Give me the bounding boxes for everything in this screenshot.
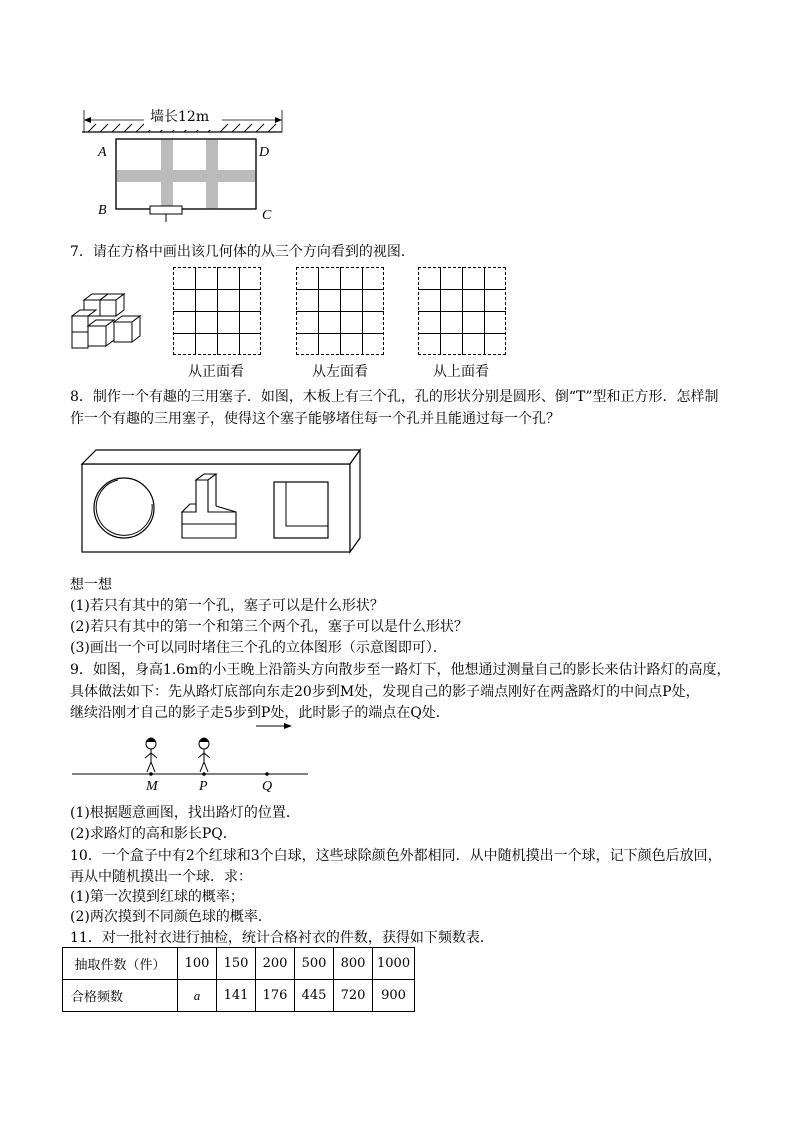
table-cell: 100 <box>178 948 217 980</box>
think-heading: 想一想 <box>70 577 112 593</box>
label-C: C <box>262 208 272 223</box>
top-view-label: 从上面看 <box>433 364 489 380</box>
q10-line1: 10．一个盒子中有2个红球和3个白球，这些球除颜色外都相同．从中随机摸出一个球，记下颜色后放回， <box>70 848 722 864</box>
q9-sub2: (2)求路灯的高和影长PQ． <box>70 826 237 842</box>
table-cell: 900 <box>373 980 415 1012</box>
table-cell: 合格频数 <box>63 980 178 1012</box>
table-cell: 1000 <box>373 948 415 980</box>
person-at-P-icon <box>198 738 210 772</box>
label-M: M <box>146 779 158 794</box>
label-Q: Q <box>262 779 273 794</box>
label-B: B <box>98 203 107 218</box>
label-P: P <box>199 779 208 794</box>
table-cell: 176 <box>256 980 295 1012</box>
table-cell: 720 <box>334 980 373 1012</box>
table-cell: 150 <box>217 948 256 980</box>
q9-line3: 继续沿刚才自己的影子走5步到P处，此时影子的端点在Q处． <box>70 705 450 721</box>
table-row <box>63 948 415 980</box>
table-cell: 200 <box>256 948 295 980</box>
frequency-table <box>62 947 415 1012</box>
cube-solid-figure <box>70 290 150 354</box>
board-with-holes-figure <box>78 446 363 556</box>
table-cell: a <box>178 980 217 1012</box>
table-cell: 141 <box>217 980 256 1012</box>
q10-sub1: (1)第一次摸到红球的概率； <box>70 889 244 905</box>
q9-sub1: (1)根据题意画图，找出路灯的位置． <box>70 805 300 821</box>
q8-sub3: (3)画出一个可以同时堵住三个孔的立体图形（示意图即可）． <box>70 640 447 656</box>
q11-text: 11．对一批衬衣进行抽检，统计合格衬衣的件数，获得如下频数表． <box>70 930 494 946</box>
table-cell: 抽取件数（件） <box>63 948 178 980</box>
label-A: A <box>98 145 107 160</box>
q10-line2: 再从中随机摸出一个球．求： <box>70 869 252 885</box>
q9-line2: 具体做法如下：先从路灯底部向东走20步到M处，发现自己的影子端点刚好在两盏路灯的中间点P处， <box>70 684 700 700</box>
left-view-label: 从左面看 <box>312 364 368 380</box>
table-cell: 800 <box>334 948 373 980</box>
table-cell: 500 <box>295 948 334 980</box>
wall-length-label: 墙长12m <box>150 109 210 125</box>
q9-line1: 9．如图，身高1.6m的小王晚上沿箭头方向散步至一路灯下，他想通过测量自己的影长来估计路灯的高度， <box>70 662 731 678</box>
q7-text: 7．请在方格中画出该几何体的从三个方向看到的视图． <box>70 244 415 260</box>
table-row <box>63 980 415 1012</box>
q8-line2: 作一个有趣的三用塞子，使得这个塞子能够堵住每一个孔并且能通过每一个孔？ <box>70 411 560 427</box>
q8-line1: 8．制作一个有趣的三用塞子．如图，木板上有三个孔，孔的形状分别是圆形、倒“T”型和正方形．怎样制 <box>70 389 719 405</box>
front-view-grid[interactable] <box>173 267 261 355</box>
person-at-M-icon <box>145 738 157 772</box>
top-view-grid[interactable] <box>418 267 506 355</box>
front-view-label: 从正面看 <box>188 364 244 380</box>
street-figure <box>70 718 320 780</box>
table-cell: 445 <box>295 980 334 1012</box>
q8-sub2: (2)若只有其中的第一个和第三个两个孔，塞子可以是什么形状？ <box>70 619 468 635</box>
label-D: D <box>259 145 270 160</box>
q10-sub2: (2)两次摸到不同颜色球的概率． <box>70 909 272 925</box>
left-view-grid[interactable] <box>296 267 384 355</box>
q8-sub1: (1)若只有其中的第一个孔，塞子可以是什么形状？ <box>70 598 384 614</box>
